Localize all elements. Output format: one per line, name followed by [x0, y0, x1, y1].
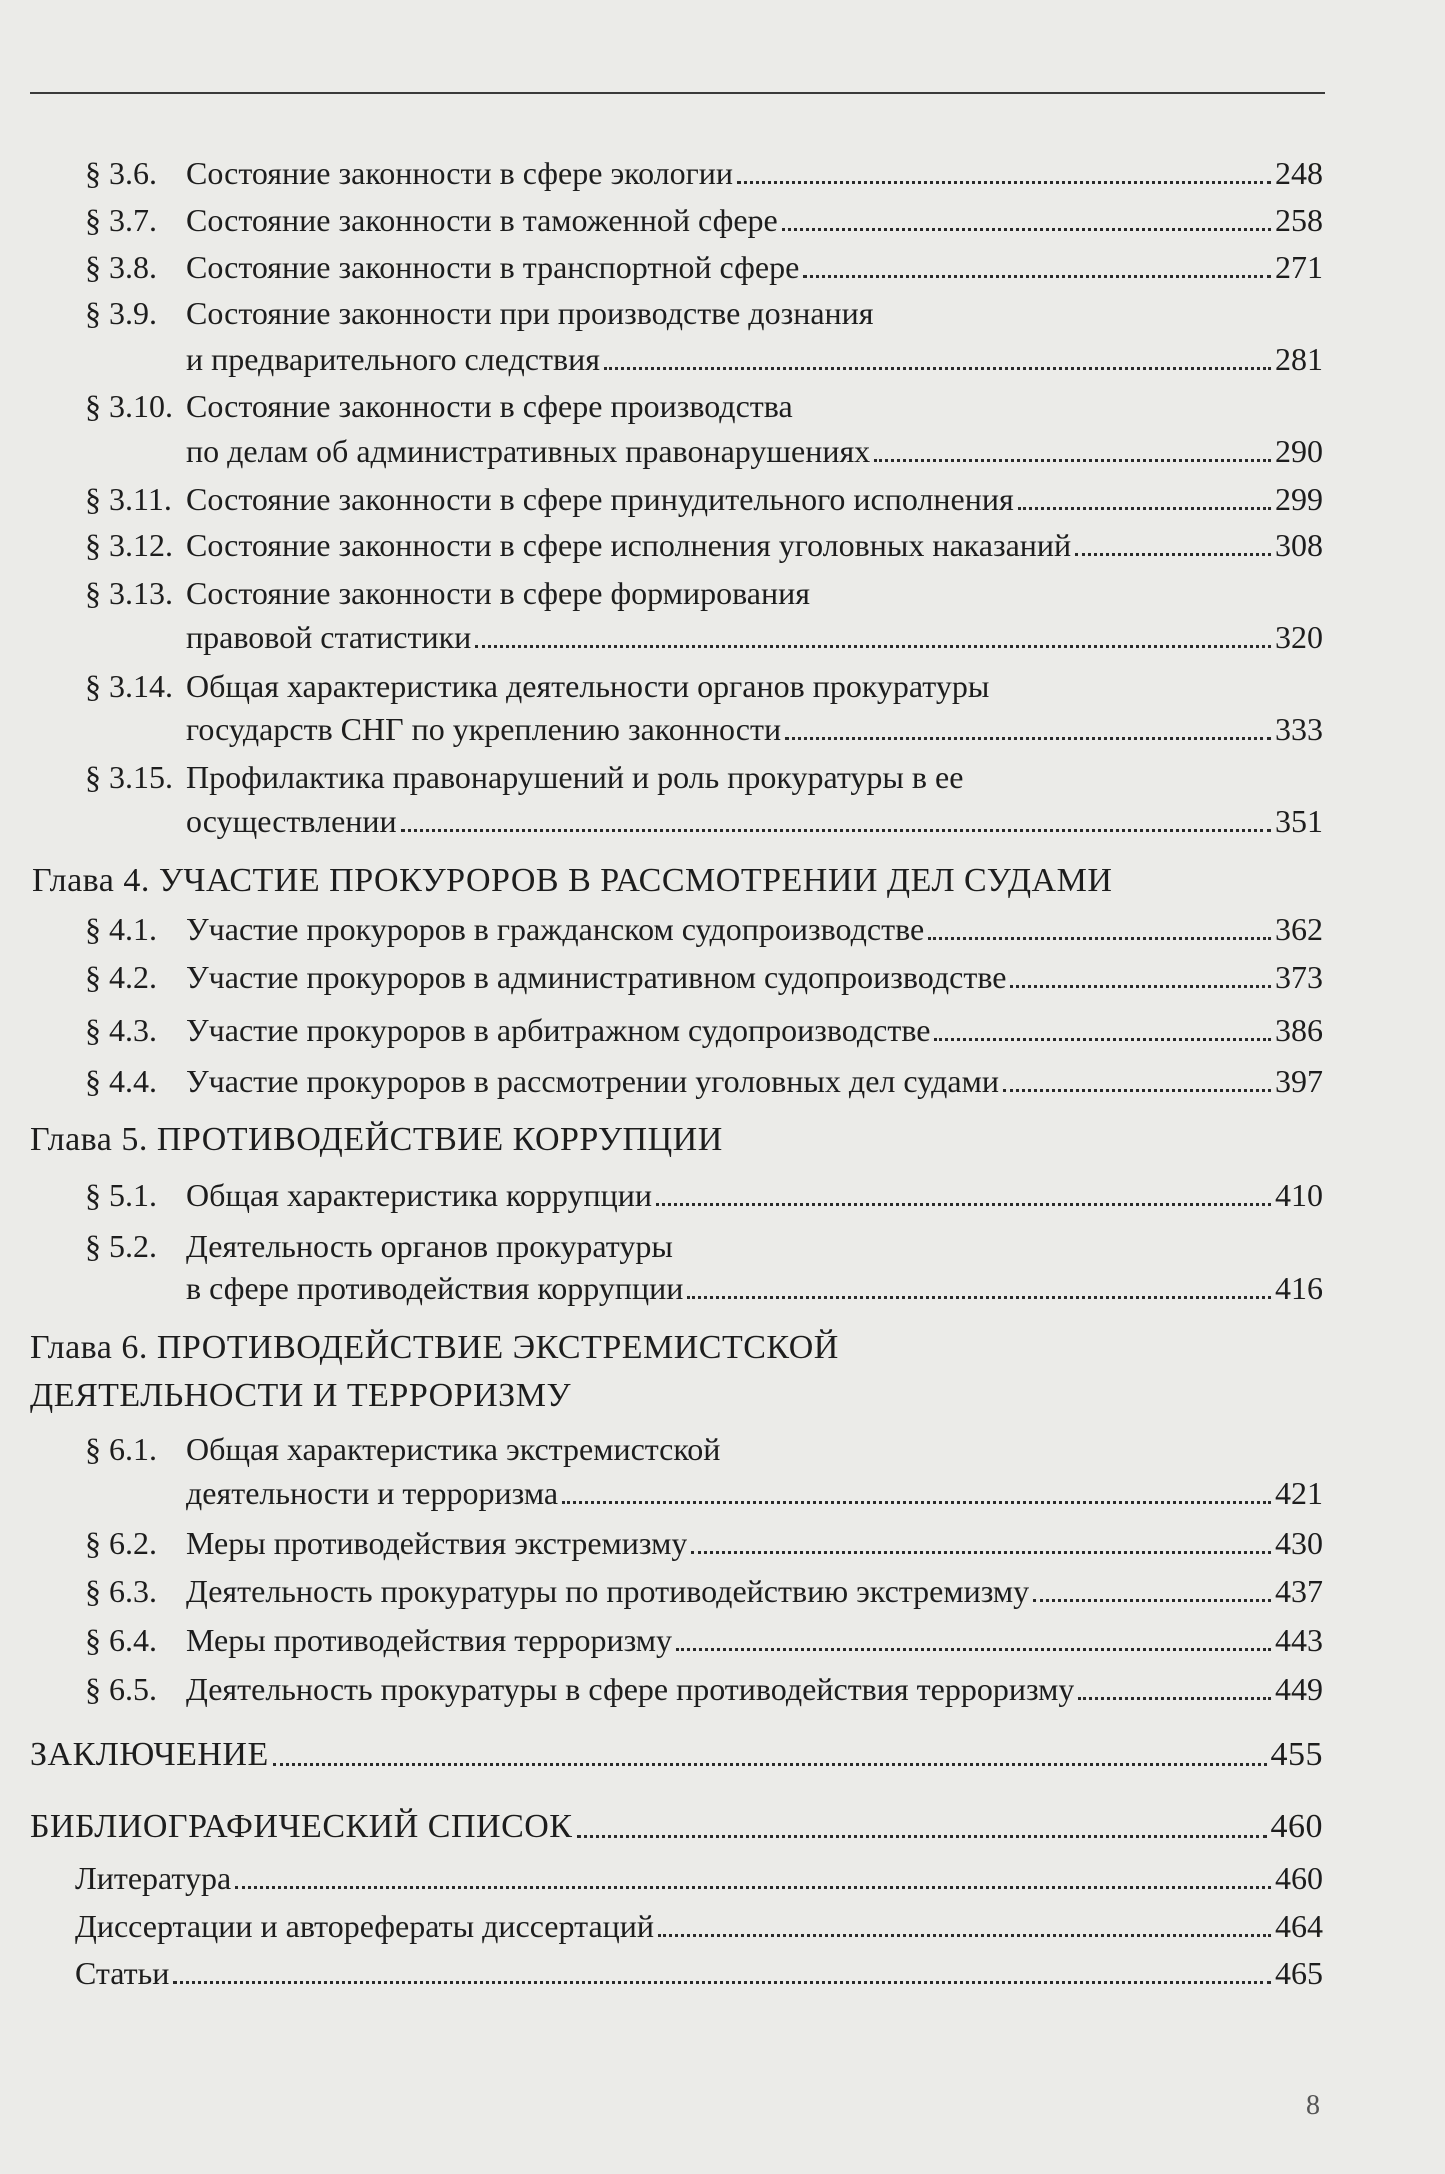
toc-entry-4-3[interactable]: § 4.3. Участие прокуроров в арбитражном судопроизводстве 386	[85, 1007, 1323, 1053]
entry-page: 460	[1275, 1860, 1323, 1896]
toc-entry-5-2[interactable]: § 5.2. Деятельность органов прокуратуры	[85, 1223, 1323, 1269]
toc-entry-6-4[interactable]: § 6.4. Меры противодействия терроризму 443	[85, 1617, 1323, 1663]
leader-dots	[577, 1835, 1267, 1838]
entry-page: 308	[1275, 527, 1323, 563]
chapter-6-heading-cont[interactable]: ДЕЯТЕЛЬНОСТИ И ТЕРРОРИЗМУ	[30, 1377, 572, 1414]
page-number: 8	[1306, 2090, 1320, 2121]
leader-dots	[737, 181, 1271, 184]
toc-entry-3-12[interactable]: § 3.12. Состояние законности в сфере исполнения уголовных наказаний 308	[85, 522, 1323, 568]
leader-dots	[1010, 985, 1271, 988]
entry-page: 464	[1275, 1908, 1323, 1944]
entry-page: 281	[1275, 341, 1323, 377]
toc-entry-3-15-cont[interactable]	[85, 798, 1323, 844]
entry-page: 320	[1275, 619, 1323, 655]
toc-entry-6-5[interactable]: § 6.5. Деятельность прокуратуры в сфере противодействия терроризму 449	[85, 1666, 1323, 1712]
toc-entry-3-13-cont[interactable]	[85, 614, 1323, 660]
entry-title: Состояние законности в таможенной сфере	[186, 202, 778, 238]
leader-dots	[235, 1886, 1271, 1889]
leader-dots	[604, 367, 1271, 370]
entry-title: Общая характеристика коррупции	[186, 1177, 652, 1213]
leader-dots	[401, 829, 1271, 832]
entry-title: Состояние законности в сфере исполнения уголовных наказаний	[186, 527, 1072, 563]
leader-dots	[562, 1501, 1271, 1504]
leader-dots	[676, 1648, 1271, 1651]
biblio-item-dissertations[interactable]: Диссертации и авторефераты диссертаций 464	[75, 1903, 1323, 1949]
entry-title: осуществлении	[186, 803, 397, 839]
leader-dots	[687, 1296, 1271, 1299]
entry-page: 397	[1275, 1063, 1323, 1099]
leader-dots	[928, 937, 1271, 940]
toc-entry-3-11[interactable]: § 3.11. Состояние законности в сфере принудительного исполнения 299	[85, 476, 1323, 522]
toc-entry-3-14-cont[interactable]	[85, 706, 1323, 752]
leader-dots	[782, 228, 1271, 231]
entry-title: Общая характеристика экстремистской	[186, 1431, 721, 1467]
leader-dots	[1003, 1089, 1271, 1092]
entry-page: 460	[1270, 1808, 1323, 1845]
entry-title: Состояние законности в сфере формирования	[186, 575, 810, 611]
toc-entry-5-2-cont[interactable]	[85, 1265, 1323, 1311]
toc-entry-3-10-cont[interactable]	[85, 428, 1323, 474]
entry-title: в сфере противодействия коррупции	[186, 1270, 684, 1306]
conclusion-heading[interactable]: ЗАКЛЮЧЕНИЕ 455	[30, 1732, 1323, 1778]
toc-entry-3-9[interactable]: § 3.9. Состояние законности при производстве дознания	[85, 290, 1323, 336]
entry-title: правовой статистики	[186, 619, 472, 655]
leader-dots	[1078, 1697, 1271, 1700]
entry-page: 351	[1275, 803, 1323, 839]
leader-dots	[934, 1038, 1271, 1041]
toc-entry-5-1[interactable]: § 5.1. Общая характеристика коррупции 410	[85, 1172, 1323, 1218]
entry-title: Деятельность прокуратуры в сфере противодействия терроризму	[186, 1671, 1075, 1707]
toc-entry-4-2[interactable]: § 4.2. Участие прокуроров в административном судопроизводстве 373	[85, 954, 1323, 1000]
chapter-5-heading[interactable]: Глава 5. ПРОТИВОДЕЙСТВИЕ КОРРУПЦИИ	[30, 1121, 723, 1158]
entry-title: Деятельность органов прокуратуры	[186, 1228, 673, 1264]
leader-dots	[656, 1203, 1271, 1206]
leader-dots	[785, 737, 1271, 740]
leader-dots	[691, 1551, 1271, 1554]
entry-title: Состояние законности в транспортной сфере	[186, 249, 800, 285]
entry-title: Участие прокуроров в гражданском судопроизводстве	[186, 911, 925, 947]
biblio-item-articles[interactable]: Статьи 465	[75, 1950, 1323, 1996]
entry-page: 410	[1275, 1177, 1323, 1213]
toc-entry-4-1[interactable]: § 4.1. Участие прокуроров в гражданском судопроизводстве 362	[85, 906, 1323, 952]
toc-entry-4-4[interactable]: § 4.4. Участие прокуроров в рассмотрении уголовных дел судами 397	[85, 1058, 1323, 1104]
entry-title: Участие прокуроров в рассмотрении уголовных дел судами	[186, 1063, 999, 1099]
bibliography-heading[interactable]: БИБЛИОГРАФИЧЕСКИЙ СПИСОК 460	[30, 1804, 1323, 1850]
chapter-6-heading[interactable]: Глава 6. ПРОТИВОДЕЙСТВИЕ ЭКСТРЕМИСТСКОЙ	[30, 1329, 839, 1366]
entry-page: 455	[1270, 1736, 1323, 1773]
entry-title: Состояние законности при производстве дознания	[186, 295, 874, 331]
entry-title: Деятельность прокуратуры по противодействию экстремизму	[186, 1573, 1030, 1609]
entry-page: 430	[1275, 1525, 1323, 1561]
entry-title: государств СНГ по укреплению законности	[186, 711, 782, 747]
entry-page: 386	[1275, 1012, 1323, 1048]
toc-entry-3-8[interactable]: § 3.8. Состояние законности в транспортной сфере 271	[85, 244, 1323, 290]
leader-dots	[173, 1981, 1271, 1984]
header-rule	[30, 92, 1325, 94]
toc-entry-6-3[interactable]: § 6.3. Деятельность прокуратуры по противодействию экстремизму 437	[85, 1568, 1323, 1614]
toc-entry-3-7[interactable]: § 3.7. Состояние законности в таможенной сфере 258	[85, 197, 1323, 243]
entry-title: Состояние законности в сфере производства	[186, 388, 793, 424]
entry-page: 465	[1275, 1955, 1323, 1991]
entry-page: 421	[1275, 1475, 1323, 1511]
leader-dots	[658, 1934, 1271, 1937]
leader-dots	[273, 1763, 1267, 1766]
entry-title: Участие прокуроров в арбитражном судопроизводстве	[186, 1012, 931, 1048]
toc-entry-3-6[interactable]: § 3.6. Состояние законности в сфере экологии 248	[85, 150, 1323, 196]
toc-entry-6-1[interactable]: § 6.1. Общая характеристика экстремистской	[85, 1426, 1323, 1472]
leader-dots	[1018, 507, 1271, 510]
leader-dots	[1075, 553, 1271, 556]
entry-page: 271	[1275, 249, 1323, 285]
entry-page: 373	[1275, 959, 1323, 995]
entry-title: Участие прокуроров в административном судопроизводстве	[186, 959, 1007, 995]
toc-entry-3-14[interactable]: § 3.14. Общая характеристика деятельности органов прокуратуры	[85, 663, 1323, 709]
entry-title: Меры противодействия терроризму	[186, 1622, 673, 1658]
toc-entry-3-15[interactable]: § 3.15. Профилактика правонарушений и роль прокуратуры в ее	[85, 754, 1323, 800]
leader-dots	[874, 459, 1271, 462]
entry-page: 333	[1275, 711, 1323, 747]
entry-page: 449	[1275, 1671, 1323, 1707]
entry-title: Состояние законности в сфере экологии	[186, 155, 734, 191]
toc-entry-3-10[interactable]: § 3.10. Состояние законности в сфере производства	[85, 383, 1323, 429]
entry-title: деятельности и терроризма	[186, 1475, 559, 1511]
toc-entry-6-2[interactable]: § 6.2. Меры противодействия экстремизму 430	[85, 1520, 1323, 1566]
entry-page: 248	[1275, 155, 1323, 191]
entry-page: 299	[1275, 481, 1323, 517]
biblio-item-literature[interactable]: Литература 460	[75, 1855, 1323, 1901]
leader-dots	[803, 275, 1271, 278]
entry-title: Общая характеристика деятельности органов прокуратуры	[186, 668, 990, 704]
entry-page: 437	[1275, 1573, 1323, 1609]
leader-dots	[1033, 1599, 1271, 1602]
entry-title: Профилактика правонарушений и роль прокуратуры в ее	[186, 759, 964, 795]
entry-page: 416	[1275, 1270, 1323, 1306]
entry-page: 362	[1275, 911, 1323, 947]
entry-title: и предварительного следствия	[186, 341, 600, 377]
entry-title: по делам об административных правонарушениях	[186, 433, 871, 469]
toc-entry-6-1-cont[interactable]	[85, 1470, 1323, 1516]
entry-page: 443	[1275, 1622, 1323, 1658]
entry-title: Состояние законности в сфере принудительного исполнения	[186, 481, 1014, 517]
entry-page: 258	[1275, 202, 1323, 238]
toc-entry-3-9-cont[interactable]	[85, 336, 1323, 382]
leader-dots	[475, 645, 1271, 648]
entry-page: 290	[1275, 433, 1323, 469]
entry-title: Меры противодействия экстремизму	[186, 1525, 688, 1561]
toc-entry-3-13[interactable]: § 3.13. Состояние законности в сфере формирования	[85, 570, 1323, 616]
chapter-4-heading[interactable]: Глава 4. УЧАСТИЕ ПРОКУРОРОВ В РАССМОТРЕНИИ ДЕЛ СУДАМИ	[32, 862, 1113, 899]
